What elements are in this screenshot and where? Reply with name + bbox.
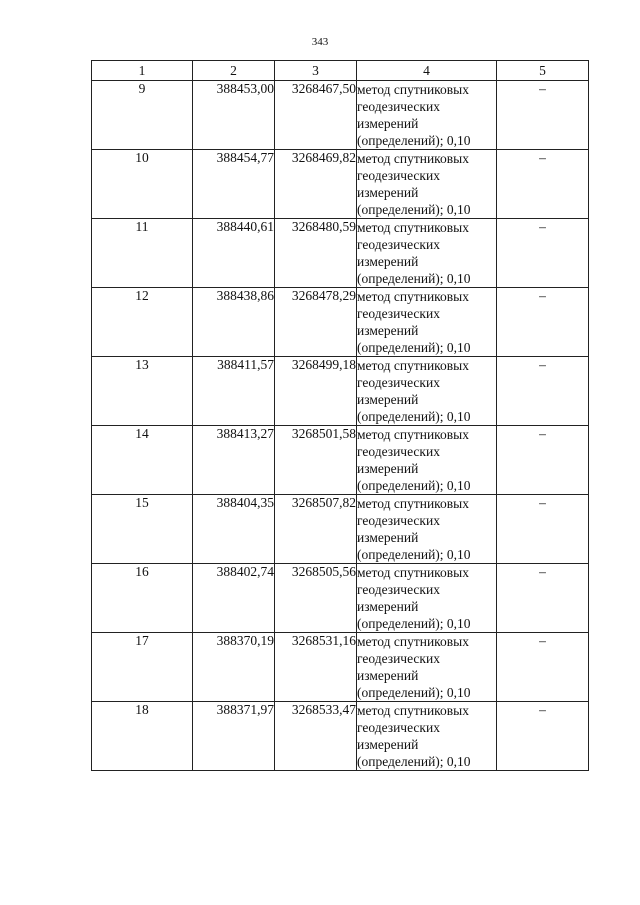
coordinate-x: 388438,86: [193, 288, 275, 357]
method-text-line: метод спутниковых: [357, 151, 469, 166]
mark-cell: –: [497, 633, 589, 702]
table-row: [92, 288, 589, 357]
method-text-line: метод спутниковых: [357, 82, 469, 97]
table-row: [92, 495, 589, 564]
method-text-line: геодезических: [357, 306, 440, 321]
mark-cell: –: [497, 495, 589, 564]
coordinate-x: 388413,27: [193, 426, 275, 495]
point-number: 16: [92, 564, 193, 633]
method-cell: [357, 219, 497, 288]
method-text-line: измерений: [357, 530, 419, 545]
method-text-line: геодезических: [357, 237, 440, 252]
coordinate-x: 388453,00: [193, 81, 275, 150]
method-text-line: (определений); 0,10: [357, 202, 471, 217]
method-cell: [357, 357, 497, 426]
coordinate-y: 3268480,59: [275, 219, 357, 288]
coordinate-x: 388454,77: [193, 150, 275, 219]
point-number: 17: [92, 633, 193, 702]
method-text-line: измерений: [357, 116, 419, 131]
method-text-line: (определений); 0,10: [357, 133, 471, 148]
point-number: 12: [92, 288, 193, 357]
table-row: [92, 81, 589, 150]
method-text-line: измерений: [357, 668, 419, 683]
method-text-line: метод спутниковых: [357, 220, 469, 235]
header-col-2: 2: [193, 61, 275, 81]
header-col-4: 4: [357, 61, 497, 81]
coordinate-y: 3268501,58: [275, 426, 357, 495]
method-text-line: геодезических: [357, 99, 440, 114]
method-text-line: геодезических: [357, 720, 440, 735]
method-text-line: метод спутниковых: [357, 565, 469, 580]
method-cell: [357, 426, 497, 495]
coordinate-y: 3268533,47: [275, 702, 357, 771]
table-row: [92, 426, 589, 495]
method-text-line: метод спутниковых: [357, 289, 469, 304]
method-text-line: метод спутниковых: [357, 496, 469, 511]
table-row: [92, 150, 589, 219]
mark-cell: –: [497, 150, 589, 219]
mark-cell: –: [497, 702, 589, 771]
table-row: [92, 702, 589, 771]
method-cell: [357, 288, 497, 357]
method-cell: [357, 81, 497, 150]
mark-cell: –: [497, 219, 589, 288]
coordinate-x: 388370,19: [193, 633, 275, 702]
method-text-line: (определений); 0,10: [357, 547, 471, 562]
method-text-line: измерений: [357, 737, 419, 752]
method-cell: [357, 495, 497, 564]
point-number: 13: [92, 357, 193, 426]
coordinate-y: 3268469,82: [275, 150, 357, 219]
coordinates-table: [91, 60, 589, 771]
table-row: [92, 219, 589, 288]
coordinate-x: 388402,74: [193, 564, 275, 633]
coordinate-x: 388440,61: [193, 219, 275, 288]
mark-cell: –: [497, 288, 589, 357]
method-text-line: (определений); 0,10: [357, 340, 471, 355]
point-number: 10: [92, 150, 193, 219]
point-number: 18: [92, 702, 193, 771]
method-text-line: (определений); 0,10: [357, 478, 471, 493]
method-text-line: измерений: [357, 323, 419, 338]
method-text-line: (определений); 0,10: [357, 616, 471, 631]
method-text-line: измерений: [357, 392, 419, 407]
coordinate-y: 3268531,16: [275, 633, 357, 702]
method-text-line: геодезических: [357, 513, 440, 528]
point-number: 14: [92, 426, 193, 495]
mark-cell: –: [497, 357, 589, 426]
method-text-line: измерений: [357, 254, 419, 269]
method-cell: [357, 633, 497, 702]
point-number: 9: [92, 81, 193, 150]
method-text-line: геодезических: [357, 375, 440, 390]
header-col-1: 1: [92, 61, 193, 81]
table-row: [92, 564, 589, 633]
table-row: [92, 357, 589, 426]
header-row: [92, 61, 589, 81]
method-text-line: геодезических: [357, 582, 440, 597]
coordinate-y: 3268499,18: [275, 357, 357, 426]
header-col-3: 3: [275, 61, 357, 81]
method-text-line: измерений: [357, 461, 419, 476]
method-cell: [357, 702, 497, 771]
point-number: 15: [92, 495, 193, 564]
coordinate-y: 3268507,82: [275, 495, 357, 564]
method-text-line: геодезических: [357, 168, 440, 183]
method-cell: [357, 150, 497, 219]
coordinate-x: 388411,57: [193, 357, 275, 426]
point-number: 11: [92, 219, 193, 288]
coordinate-x: 388371,97: [193, 702, 275, 771]
method-text-line: измерений: [357, 599, 419, 614]
coordinate-x: 388404,35: [193, 495, 275, 564]
table-body: [92, 81, 589, 771]
method-text-line: метод спутниковых: [357, 358, 469, 373]
method-text-line: метод спутниковых: [357, 703, 469, 718]
coordinate-y: 3268505,56: [275, 564, 357, 633]
method-text-line: (определений); 0,10: [357, 409, 471, 424]
method-text-line: измерений: [357, 185, 419, 200]
method-text-line: (определений); 0,10: [357, 685, 471, 700]
header-col-5: 5: [497, 61, 589, 81]
method-cell: [357, 564, 497, 633]
method-text-line: геодезических: [357, 651, 440, 666]
coordinate-y: 3268478,29: [275, 288, 357, 357]
table-row: [92, 633, 589, 702]
mark-cell: –: [497, 81, 589, 150]
mark-cell: –: [497, 426, 589, 495]
page-number: 343: [311, 36, 329, 48]
method-text-line: (определений); 0,10: [357, 754, 471, 769]
method-text-line: метод спутниковых: [357, 634, 469, 649]
coordinate-y: 3268467,50: [275, 81, 357, 150]
method-text-line: геодезических: [357, 444, 440, 459]
method-text-line: (определений); 0,10: [357, 271, 471, 286]
method-text-line: метод спутниковых: [357, 427, 469, 442]
mark-cell: –: [497, 564, 589, 633]
